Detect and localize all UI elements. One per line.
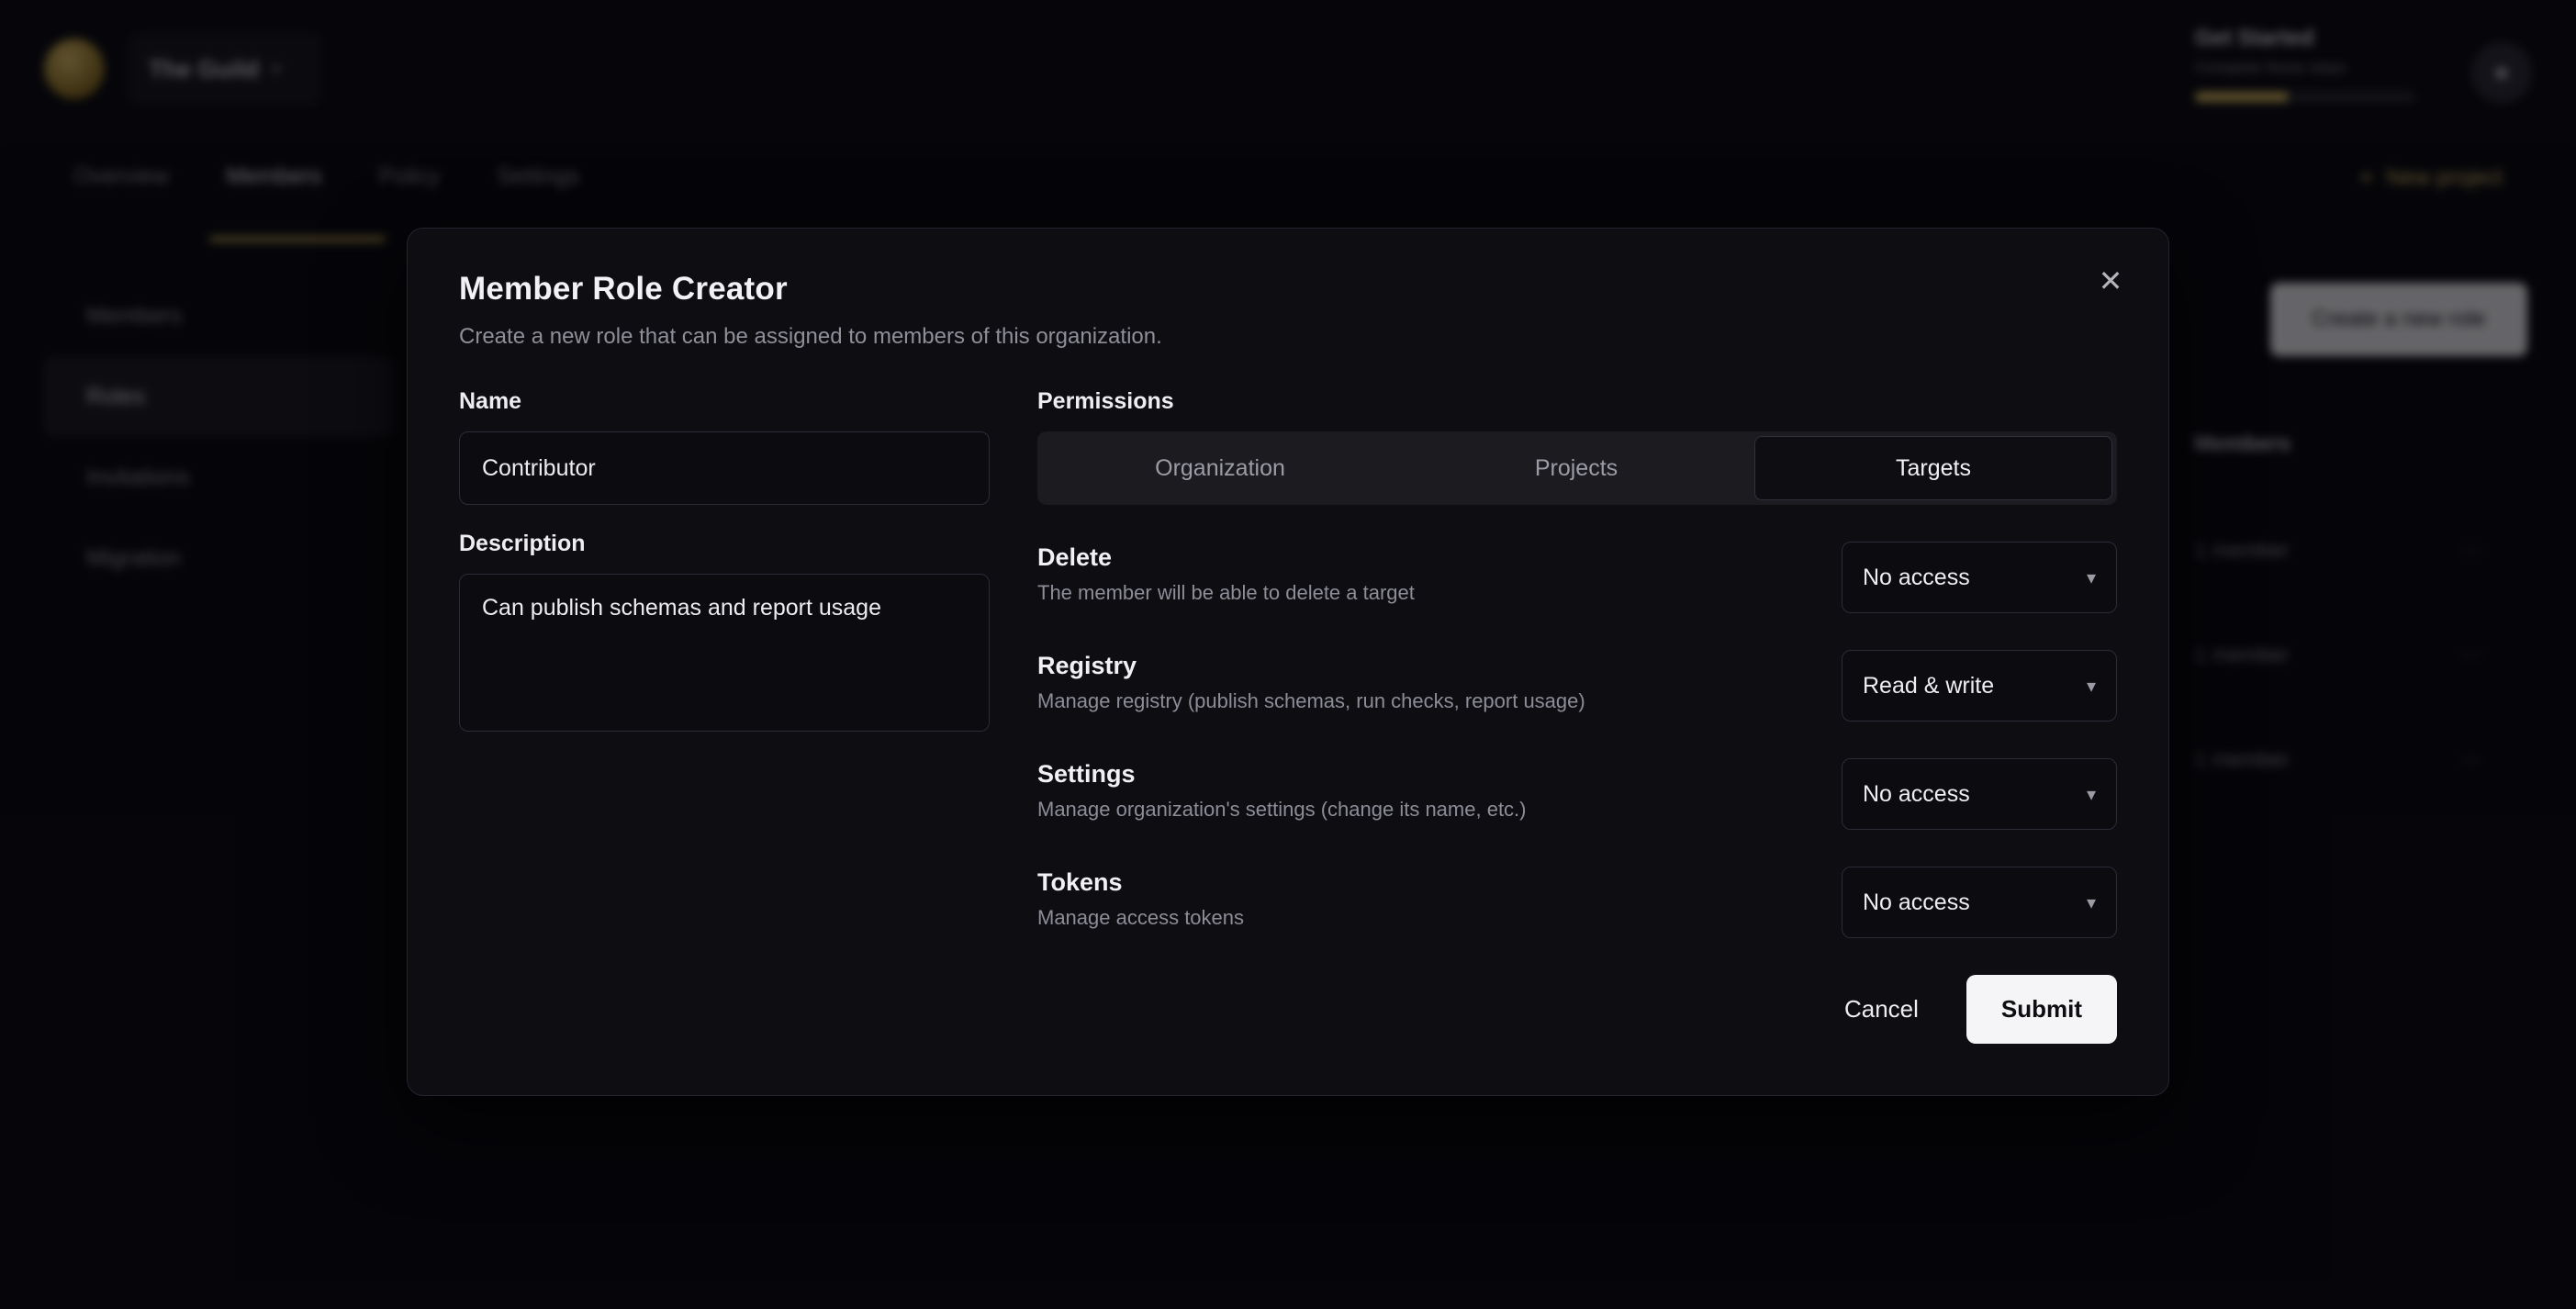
permission-row-delete [1037,542,2117,613]
description-input[interactable] [459,574,990,732]
chevron-down-icon: ▾ [2086,676,2096,697]
tab-targets[interactable]: Targets [1754,436,2112,500]
selected-value: No access [1863,780,1970,807]
role-details-column [459,388,990,938]
permissions-label: Permissions [1037,388,1174,414]
permission-row-registry [1037,650,2117,722]
dialog-subtitle: Create a new role that can be assigned to members of this organization. [459,324,1162,349]
chevron-down-icon: ▾ [2086,784,2096,805]
name-label: Name [459,388,522,414]
chevron-down-icon: ▾ [2086,567,2096,588]
permission-name: Delete [1037,543,1113,571]
name-input[interactable] [459,431,990,505]
permission-select-delete[interactable] [1842,542,2117,613]
permission-select-tokens[interactable] [1842,867,2117,938]
permission-row-tokens [1037,867,2117,938]
permission-select-registry[interactable] [1842,650,2117,722]
tab-projects[interactable]: Projects [1534,454,1618,481]
permission-description: Manage registry (publish schemas, run checks, report usage) [1037,689,1585,712]
permission-name: Tokens [1037,868,1123,896]
member-role-creator-dialog [407,228,2169,1096]
description-label: Description [459,531,586,556]
permission-description: Manage organization's settings (change its name, etc.) [1037,798,1527,821]
permission-name: Settings [1037,760,1136,788]
chevron-down-icon: ▾ [2086,892,2096,913]
permission-description: Manage access tokens [1037,906,1245,929]
permissions-column [1037,388,2117,938]
close-icon[interactable]: ✕ [2098,264,2123,297]
selected-value: No access [1863,564,1970,590]
cancel-button[interactable]: Cancel [1822,977,1941,1042]
selected-value: No access [1863,889,1970,915]
permissions-scope-tabs [1037,431,2117,505]
dialog-title: Member Role Creator [459,271,788,307]
submit-button[interactable]: Submit [1966,975,2117,1044]
permission-row-settings [1037,758,2117,830]
dialog-actions [1822,975,2117,1044]
permission-name: Registry [1037,652,1137,679]
permission-select-settings[interactable] [1842,758,2117,830]
permission-description: The member will be able to delete a target [1037,581,1415,604]
tab-organization[interactable]: Organization [1155,454,1285,481]
selected-value: Read & write [1863,672,1995,699]
